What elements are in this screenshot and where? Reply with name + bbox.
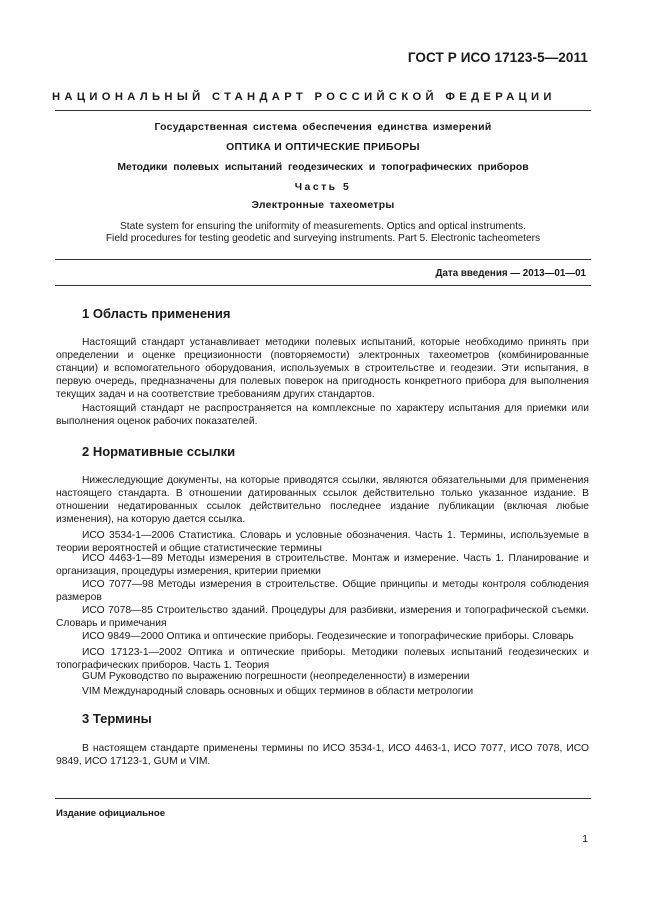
date-rule (55, 285, 591, 286)
title-methods: Методики полевых испытаний геодезических и топографических приборов (117, 162, 529, 173)
scope-paragraph-2-text: Настоящий стандарт не распространяется на комплексные по характеру испытания для приемки или выполнения оценок рабочих показателей. (56, 403, 589, 428)
normative-intro (56, 474, 589, 526)
scope-paragraph-1 (56, 336, 589, 401)
banner-rule (55, 110, 591, 111)
title-system: Государственная система обеспечения единства измерений (154, 122, 492, 133)
section-heading-scope: 1 Область применения (82, 306, 231, 321)
title-subtitle: Электронные тахеометры (251, 200, 395, 211)
normative-intro-text: Нижеследующие документы, на которые приводятся ссылки, являются обязательными для применения настоящего стандарта. В отношении датированных ссылок действительно только указанное издание. В отношении недатированных ссылок действительно последнее издание публикации (включая любые изменения), на которую дается ссылка. (56, 475, 589, 526)
national-standard-banner: НАЦИОНАЛЬНЫЙ СТАНДАРТ РОССИЙСКОЙ ФЕДЕРАЦИИ (52, 91, 556, 103)
reference-text: ИСО 3534-1—2006 Статистика. Словарь и условные обозначения. Часть 1. Термины, используемые в теории вероятностей и общие статистические термины (56, 530, 589, 555)
title-part: Часть 5 (294, 182, 352, 193)
scope-paragraph-2 (56, 402, 589, 428)
page-number: 1 (582, 834, 588, 845)
reference-item (56, 578, 589, 604)
scope-paragraph-1-text: Настоящий стандарт устанавливает методики полевых испытаний, которые необходимо принять при определении и оценке прецизионности (повторяемости) электронных тахеометров (комбинированные станции) и вспомогательного оборудования, используемых в строительстве и геодезии. Эти испытания, в первую очередь, предназначены для полевых поверок на пригодность конкретного прибора для выполнения текущих задач и на соответствие требованиям других стандартов. (56, 337, 589, 401)
reference-item (56, 646, 589, 672)
reference-text: ИСО 4463-1—89 Методы измерения в строительстве. Монтаж и измерение. Часть 1. Планирование и организация, процедуры измерения, критерии приемки (56, 553, 589, 578)
reference-text: ИСО 7077—98 Методы измерения в строительстве. Общие принципы и методы контроля соблюдения размеров (56, 579, 589, 604)
reference-item (56, 630, 589, 643)
reference-item (56, 604, 589, 630)
reference-item (56, 685, 589, 698)
reference-text: ИСО 7078—85 Строительство зданий. Процедуры для разбивки, измерения и топографической съемки. Словарь и примечания (56, 605, 589, 630)
reference-item (56, 552, 589, 578)
section-heading-terms: 3 Термины (82, 711, 152, 726)
footer-rule (55, 798, 591, 799)
reference-item (56, 670, 589, 683)
english-title-line-2: Field procedures for testing geodetic and surveying instruments. Part 5. Electronic tacheometers (105, 233, 541, 244)
section-heading-normative: 2 Нормативные ссылки (82, 444, 236, 459)
english-title-line-1: State system for ensuring the uniformity of measurements. Optics and optical instruments. (120, 221, 526, 232)
standard-number: ГОСТ Р ИСО 17123-5—2011 (407, 50, 588, 65)
title-rule (55, 259, 591, 260)
reference-text: VIM Международный словарь основных и общих терминов в области метрологии (82, 686, 474, 697)
title-main: ОПТИКА И ОПТИЧЕСКИЕ ПРИБОРЫ (226, 142, 420, 153)
terms-paragraph-text: В настоящем стандарте применены термины по ИСО 3534-1, ИСО 4463-1, ИСО 7077, ИСО 7078, ИСО 9849, ИСО 17123-1, GUM и VIM. (56, 743, 589, 768)
introduction-date: Дата введения — 2013—01—01 (435, 268, 586, 279)
terms-paragraph (56, 742, 589, 768)
reference-text: GUM Руководство по выражению погрешности (неопределенности) в измерении (82, 671, 470, 682)
reference-text: ИСО 17123-1—2002 Оптика и оптические приборы. Методики полевых испытаний геодезических и топографических приборов. Часть 1. Теория (56, 647, 589, 672)
official-edition-label: Издание официальное (56, 808, 166, 819)
reference-text: ИСО 9849—2000 Оптика и оптические приборы. Геодезические и топографические приборы. Словарь (82, 631, 574, 642)
